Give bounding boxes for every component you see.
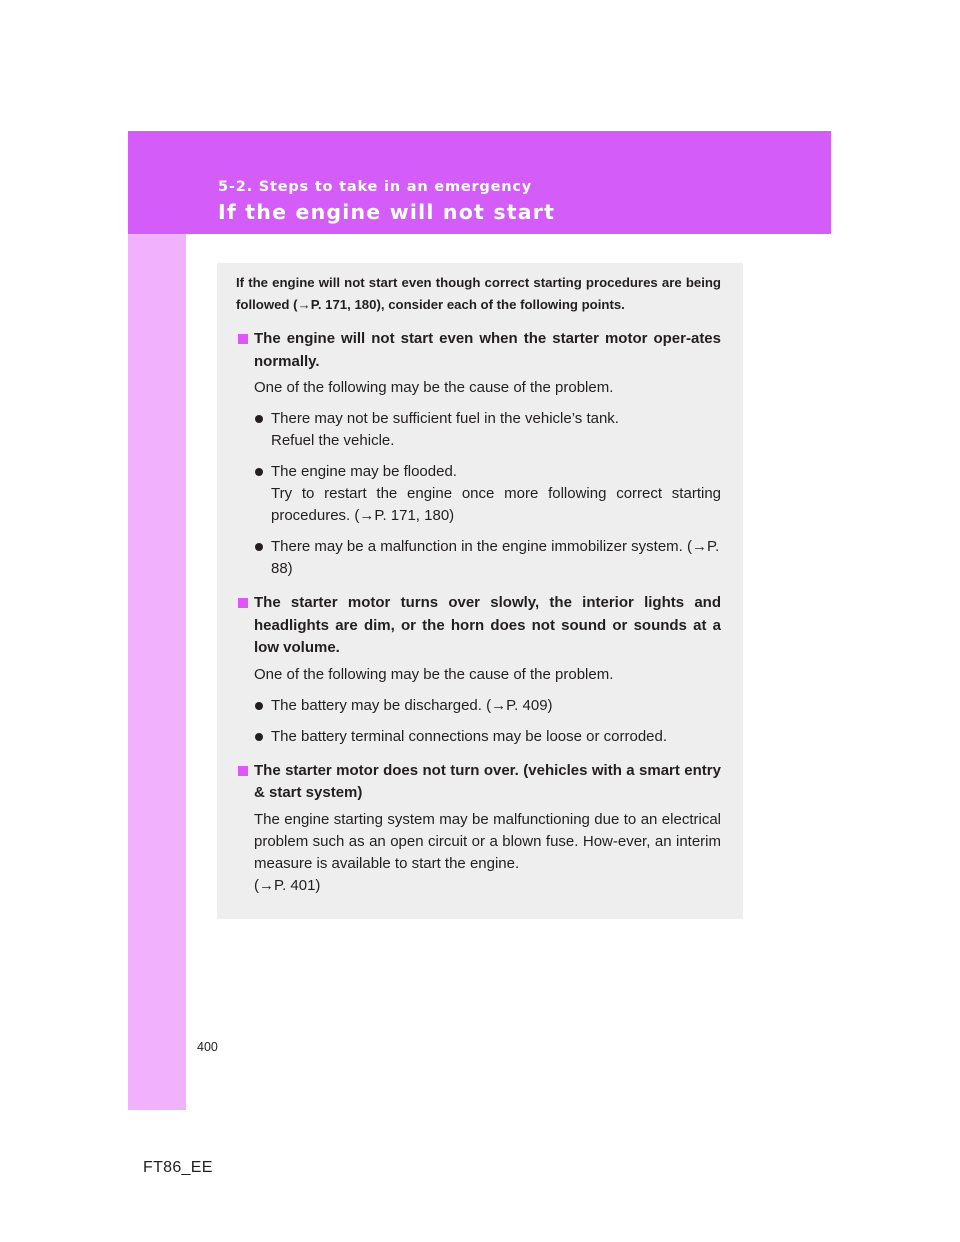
square-bullet-icon — [238, 598, 248, 608]
footer-code: FT86_EE — [143, 1159, 213, 1176]
item-heading: The starter motor turns over slowly, the interior lights and headlights are dim, or the horn does not sound or sounds at a low volume. — [254, 594, 721, 656]
sub-item-text: There may not be sufficient fuel in the vehicle’s tank. — [271, 410, 619, 427]
sub-item-detail: Try to restart the engine once more following correct starting procedures. (→P. 171, 180) — [271, 485, 721, 524]
page-title: If the engine will not start — [218, 200, 556, 224]
intro-text: If the engine will not start even though correct starting procedures are being followed (→P. 171, 180), consider each of the following points. — [236, 275, 721, 312]
round-bullet-icon — [255, 543, 263, 551]
item-heading: The starter motor does not turn over. (vehicles with a smart entry & start system) — [254, 761, 721, 801]
sub-item-text: The battery terminal connections may be loose or corroded. — [271, 727, 668, 745]
section-label: 5-2. Steps to take in an emergency — [218, 179, 533, 195]
list-item — [236, 760, 721, 897]
side-strip — [128, 234, 186, 1110]
round-bullet-icon — [255, 468, 263, 476]
square-bullet-icon — [238, 334, 248, 344]
sub-item-detail: Refuel the vehicle. — [271, 432, 395, 449]
sub-item — [254, 536, 721, 580]
item-heading: The engine will not start even when the starter motor oper-ates normally. — [254, 330, 721, 370]
sub-item — [254, 726, 721, 748]
list-item — [236, 592, 721, 748]
list-item — [236, 328, 721, 580]
sub-item — [254, 461, 721, 527]
page-number: 400 — [197, 1040, 218, 1054]
sub-item — [254, 695, 721, 717]
sub-item-text: The battery may be discharged. (→P. 409) — [271, 696, 553, 714]
round-bullet-icon — [255, 702, 263, 710]
round-bullet-icon — [255, 415, 263, 423]
round-bullet-icon — [255, 733, 263, 741]
page-reference: (→P. 401) — [254, 876, 321, 894]
content-box — [217, 263, 743, 919]
sub-item — [254, 408, 721, 452]
section-header — [128, 131, 831, 234]
item-description: The engine starting system may be malfunctioning due to an electrical problem such as an open circuit or a blown fuse. How-ever, an interim measure is available to start the engine. — [254, 810, 721, 872]
item-description: One of the following may be the cause of the problem. — [254, 379, 614, 396]
sub-item-text: The engine may be flooded. — [271, 463, 457, 480]
square-bullet-icon — [238, 766, 248, 776]
sub-item-text: There may be a malfunction in the engine immobilizer system. (→P. 88) — [271, 538, 720, 577]
item-description: One of the following may be the cause of the problem. — [254, 665, 614, 683]
